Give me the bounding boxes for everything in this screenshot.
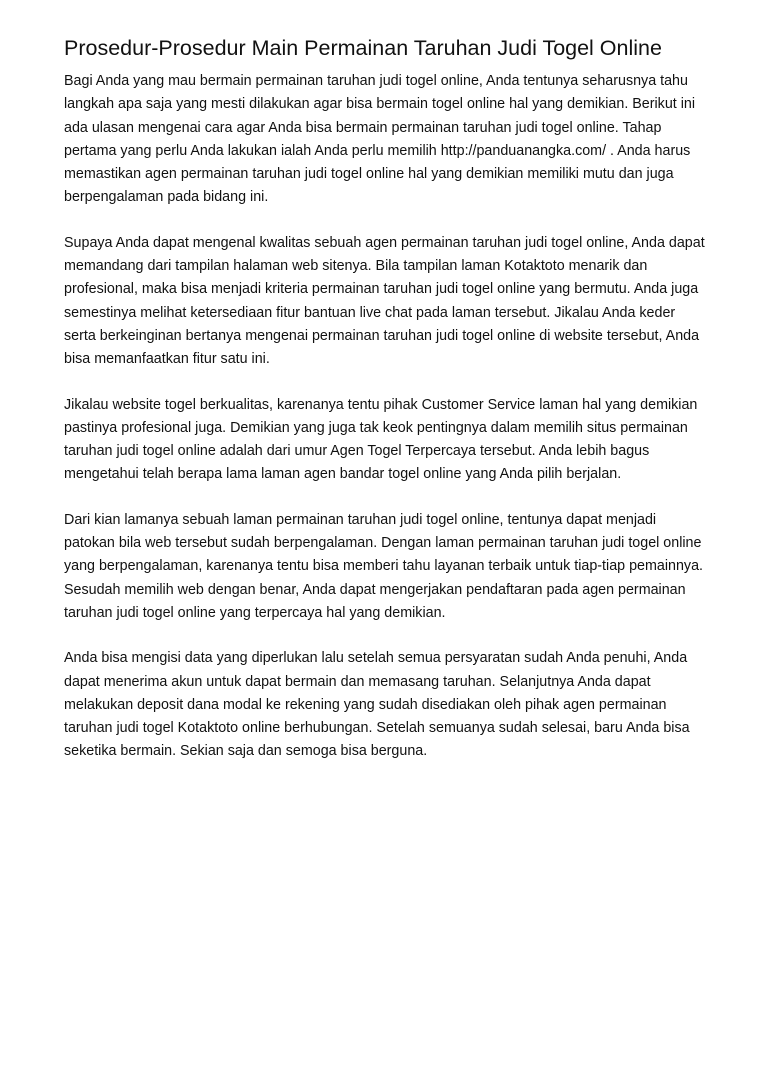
- paragraph-1: Bagi Anda yang mau bermain permainan taruhan judi togel online, Anda tentunya seharusnya tahu langkah apa saja yang mesti dilakukan agar bisa bermain togel online hal yang demikian. Berikut ini ada ulasan mengenai cara agar Anda bisa bermain permainan taruhan judi togel online. Tahap pertama yang perlu Anda lakukan ialah Anda perlu memilih http://panduanangka.com/ . Anda harus memastikan agen permainan taruhan judi togel online hal yang demikian memiliki mutu dan juga berpengalaman pada bidang ini.: [64, 73, 696, 206]
- paragraph-5: Anda bisa mengisi data yang diperlukan lalu setelah semua persyaratan sudah Anda penuhi, Anda dapat menerima akun untuk dapat bermain dan memasang taruhan. Selanjutnya Anda dapat melakukan deposit dana modal ke rekening yang sudah disediakan oleh pihak agen permainan taruhan judi togel Kotaktoto online berhubungan. Setelah semuanya sudah selesai, baru Anda bisa seketika bermain. Sekian saja dan semoga bisa berguna.: [64, 650, 690, 760]
- paragraph-4: Dari kian lamanya sebuah laman permainan taruhan judi togel online, tentunya dapat menjadi patokan bila web tersebut sudah berpengalaman. Dengan laman permainan taruhan judi togel online yang berpengalaman, karenanya tentu bisa memberi tahu layanan terbaik untuk tiap-tiap pemainnya. Sesudah memilih web dengan benar, Anda dapat mengerjakan pendaftaran pada agen permainan taruhan judi togel online yang terpercaya hal yang demikian.: [64, 511, 703, 621]
- document-title: Prosedur-Prosedur Main Permainan Taruhan Judi Togel Online: [64, 36, 662, 60]
- paragraph-2: Supaya Anda dapat mengenal kwalitas sebuah agen permainan taruhan judi togel online, Anda dapat memandang dari tampilan halaman web sitenya. Bila tampilan laman Kotaktoto menarik dan profesional, maka bisa menjadi kriteria permainan taruhan judi togel online yang bermutu. Anda juga semestinya melihat ketersediaan fitur bantuan live chat pada laman tersebut. Jikalau Anda keder serta berkeinginan bertanya mengenai permainan taruhan judi togel online di website tersebut, Anda bisa memanfaatkan fitur satu ini.: [64, 234, 705, 368]
- paragraph-3: Jikalau website togel berkualitas, karenanya tentu pihak Customer Service laman hal yang demikian pastinya profesional juga. Demikian yang juga tak keok pentingnya dalam memilih situs permainan taruhan judi togel online adalah dari umur Agen Togel Terpercaya tersebut. Anda lebih bagus mengetahui telah berapa lama laman agen bandar togel online yang Anda pilih berjalan.: [64, 396, 698, 483]
- document-page: [64, 36, 710, 786]
